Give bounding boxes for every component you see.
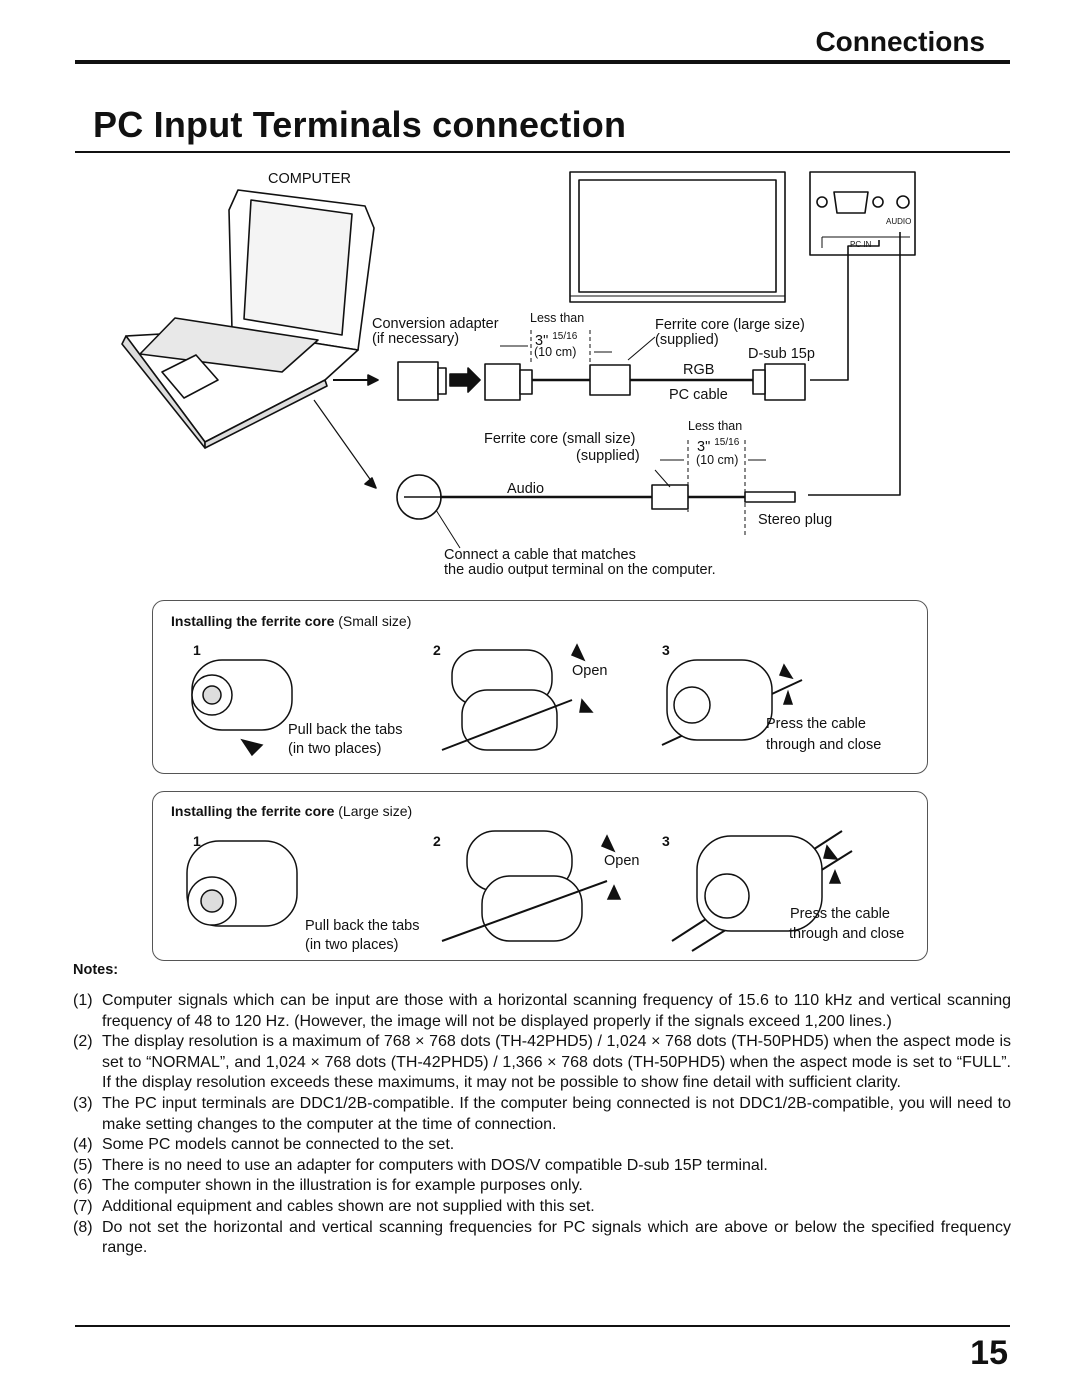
length-cm-label: (10 cm)	[534, 345, 577, 359]
small-step-1: 1	[193, 642, 201, 658]
length-label: 3" $^{15/16}$	[535, 331, 578, 349]
small-step-3: 3	[662, 642, 670, 658]
large-press-label: Press the cable	[790, 906, 890, 922]
note-item: (3) The PC input terminals are DDC1/2B-compatible. If the computer being connected is not DDC1/2B-compatible, you will need to make setting changes to the computer at the time of connection.	[73, 1094, 1011, 1133]
stereo-plug-label: Stereo plug	[758, 512, 833, 528]
pc-in-label: PC IN	[850, 240, 872, 249]
large-open-label: Open	[604, 853, 640, 869]
less-than-label-2: Less than	[688, 419, 743, 433]
note-item: (6) The computer shown in the illustration is for example purposes only.	[73, 1177, 583, 1195]
rgb-label: RGB	[683, 362, 715, 378]
footer-rule	[75, 1325, 1010, 1327]
page-number: 15	[970, 1334, 1008, 1372]
pc-cable-label: PC cable	[669, 387, 728, 403]
notes-heading: Notes:	[73, 962, 119, 978]
if-necessary-label: (if necessary)	[372, 331, 460, 347]
large-step-2: 2	[433, 833, 441, 849]
large-step-3: 3	[662, 833, 670, 849]
small-close-label: through and close	[766, 737, 882, 753]
note-item: (2) The display resolution is a maximum of 768 × 768 dots (TH-42PHD5) / 1,024 × 768 dots (TH-50PHD5) when the aspect mode is set to “NORMAL”, and 1,024 × 768 dots (TH-42PHD5) / 1,366 × 768 dots (TH-50PHD5) when the aspect mode is set to “FULL”. If the display resolution exceeds these maximums, it may not be possible to show fine detail with sufficient clarity.	[73, 1033, 1011, 1092]
laptop-illustration	[122, 190, 374, 448]
length-cm-label-2: (10 cm)	[696, 453, 739, 467]
conversion-adapter-label: Conversion adapter	[372, 316, 499, 332]
connection-diagram	[0, 0, 1080, 600]
page-title: PC Input Terminals connection	[93, 104, 627, 145]
small-open-label: Open	[572, 663, 608, 679]
display-illustration	[570, 172, 785, 302]
supplied-label-2: (supplied)	[576, 448, 640, 464]
notes-list	[73, 991, 1011, 1259]
large-two-places-label: (in two places)	[305, 937, 399, 953]
note-item: (1) Computer signals which can be input are those with a horizontal scanning frequency of 15.6 to 110 kHz and vertical scanning frequency of 48 to 120 Hz. (However, the image will not be displayed properly if the signals exceed 1,200 lines.)	[73, 992, 1011, 1030]
note-item: (8) Do not set the horizontal and vertical scanning frequencies for PC signals which are above or below the specified frequency range.	[73, 1218, 1011, 1257]
connect-note-line2: the audio output terminal on the computer.	[444, 562, 716, 578]
less-than-label: Less than	[530, 311, 585, 325]
connect-note-line1: Connect a cable that matches	[444, 547, 636, 563]
small-step-2: 2	[433, 642, 441, 658]
audio-label: Audio	[507, 481, 545, 497]
small-pull-back-label: Pull back the tabs	[288, 722, 403, 738]
note-item: (7) Additional equipment and cables shown are not supplied with this set.	[73, 1197, 595, 1215]
large-pull-back-label: Pull back the tabs	[305, 918, 420, 934]
section-title: Connections	[815, 26, 985, 57]
length-label-2: 3" $^{15/16}$	[697, 437, 740, 455]
ferrite-large-label: Ferrite core (large size)	[655, 317, 805, 333]
ferrite-small-title: Installing the ferrite core (Small size)	[171, 613, 412, 629]
ferrite-large-title: Installing the ferrite core (Large size)	[171, 803, 413, 819]
note-item: (5) There is no need to use an adapter for computers with DOS/V compatible D-sub 15P terminal.	[73, 1156, 768, 1174]
supplied-label: (supplied)	[655, 332, 719, 348]
ferrite-small-label: Ferrite core (small size)	[484, 431, 636, 447]
note-item: (4) Some PC models cannot be connected to the set.	[73, 1136, 455, 1154]
dsub-label: D-sub 15p	[748, 346, 815, 362]
computer-label: COMPUTER	[268, 171, 351, 187]
large-close-label: through and close	[789, 926, 905, 942]
small-two-places-label: (in two places)	[288, 741, 382, 757]
large-step-1: 1	[193, 833, 201, 849]
small-press-label: Press the cable	[766, 716, 866, 732]
audio-port-label: AUDIO	[886, 217, 912, 226]
